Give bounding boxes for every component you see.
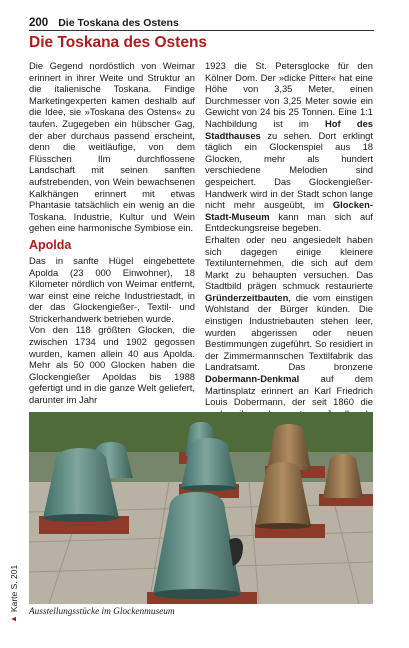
text-run: auf dem Martinsplatz erinnert an Karl Friedrich Louis Dobermann, der seit 1860 die [205, 373, 373, 408]
right-column [205, 60, 373, 431]
map-reference-tab[interactable] [8, 553, 20, 623]
bell-museum-illustration [29, 412, 373, 604]
apolda-paragraph-2: Von den 118 größten Glocken, die zwischen 1734 und 1902 gegossen wurden, kamen allein 40 aus Apolda. Mehr als 50 000 Glocken haben die Glockengießer Apoldas bis 1988 gefertigt und in die ganze Welt geliefert, darunter im Jahr [29, 324, 195, 406]
intro-paragraph: Die Gegend nordöstlich von Weimar erinnert in ihrer Weite und Struktur an die italienische Toskana. Findige Marketingexperten kamen deshalb auf die Idee, sie »Toskana des Ostens« zu taufen. Zugegeben ein hübscher Gag, der aber durchaus passend erscheint, denn die weitläufige, von dem Flüsschen Ilm durchflossene Landschaft mit seinen sanften aufstrebenden, von Wein bewachsenen Kalkhängen erinnert mit etwas Phantasie tatsächlich ein wenig an die Toskana. Industrie, Kultur und Wein gehen eine harmonische Symbiose ein. [29, 60, 195, 234]
highlight-hof-des-stadthauses: Hof des Stadthauses [205, 117, 373, 141]
bell-museum-photo [29, 412, 373, 604]
text-run: 1923 die St. Petersglocke für den Kölner Dom. Der »dicke Pitter« hat eine Höhe von 3,35 Meter, einen Durchmesser von 3,25 Meter sowie ein Gewicht von 24 bis 25 Tonnen. Eine 1:1 Nachbildung ist im [205, 60, 373, 129]
map-reference-label: Karte S. 201 [9, 564, 19, 613]
running-head [29, 14, 374, 31]
text-run: zu sehen. Dort erklingt täglich ein Glockenspiel aus 18 Glocken, mehr als hundert verschiedene Melodien sind gespeichert. Das Glockengießer-Handwerk wird in der Stadt schon lange nicht mehr ausgeübt, im [205, 129, 373, 211]
highlight-dobermann-denkmal: Dobermann-Denkmal [205, 373, 300, 385]
text-run: , die vom einstigen Wohlstand der Bürger künden. Die einstigen Industriebauten stehen leer, wurden abgerissen oder neuen Bestimmungen zugeführt. So residiert in der Zimmermannschen Textilfabrik das Landratsamt. Das bronzene [205, 291, 373, 373]
running-head-title: Die Toskana des Ostens [58, 17, 179, 29]
chapter-title: Die Toskana des Ostens [29, 34, 208, 51]
left-column [29, 60, 195, 406]
text-run: Erhalten oder neu angesiedelt haben sich dagegen einige kleinere Textilunternehmen, die sich auf dem Markt zu behaupten versuchen. Das Stadtbild prägen schmuck restaurierte [205, 233, 373, 292]
text-run: kann man sich auf Entdeckungsreise begeben. [205, 210, 373, 234]
highlight-glocken-stadt-museum: Glocken-Stadt-Museum [205, 199, 373, 222]
highlight-gruenderzeitbauten: Gründerzeitbauten [205, 291, 289, 303]
apolda-paragraph-1: Das in sanfte Hügel eingebettete Apolda (23 000 Einwohner), 18 Kilometer nördlich von Weimar entfernt, war einst eine reiche Industriestadt, in der das Glockengießer-, Textil- und Strickerhandwerk betrieben wurde. [29, 254, 195, 324]
figure-caption: Ausstellungsstücke im Glockenmuseum [29, 607, 175, 617]
right-paragraph-2 [205, 234, 373, 431]
triangle-marker-icon: ▲ [9, 615, 18, 623]
page-number: 200 [29, 17, 49, 29]
right-paragraph-1 [205, 60, 373, 234]
section-heading-apolda: Apolda [29, 237, 72, 252]
